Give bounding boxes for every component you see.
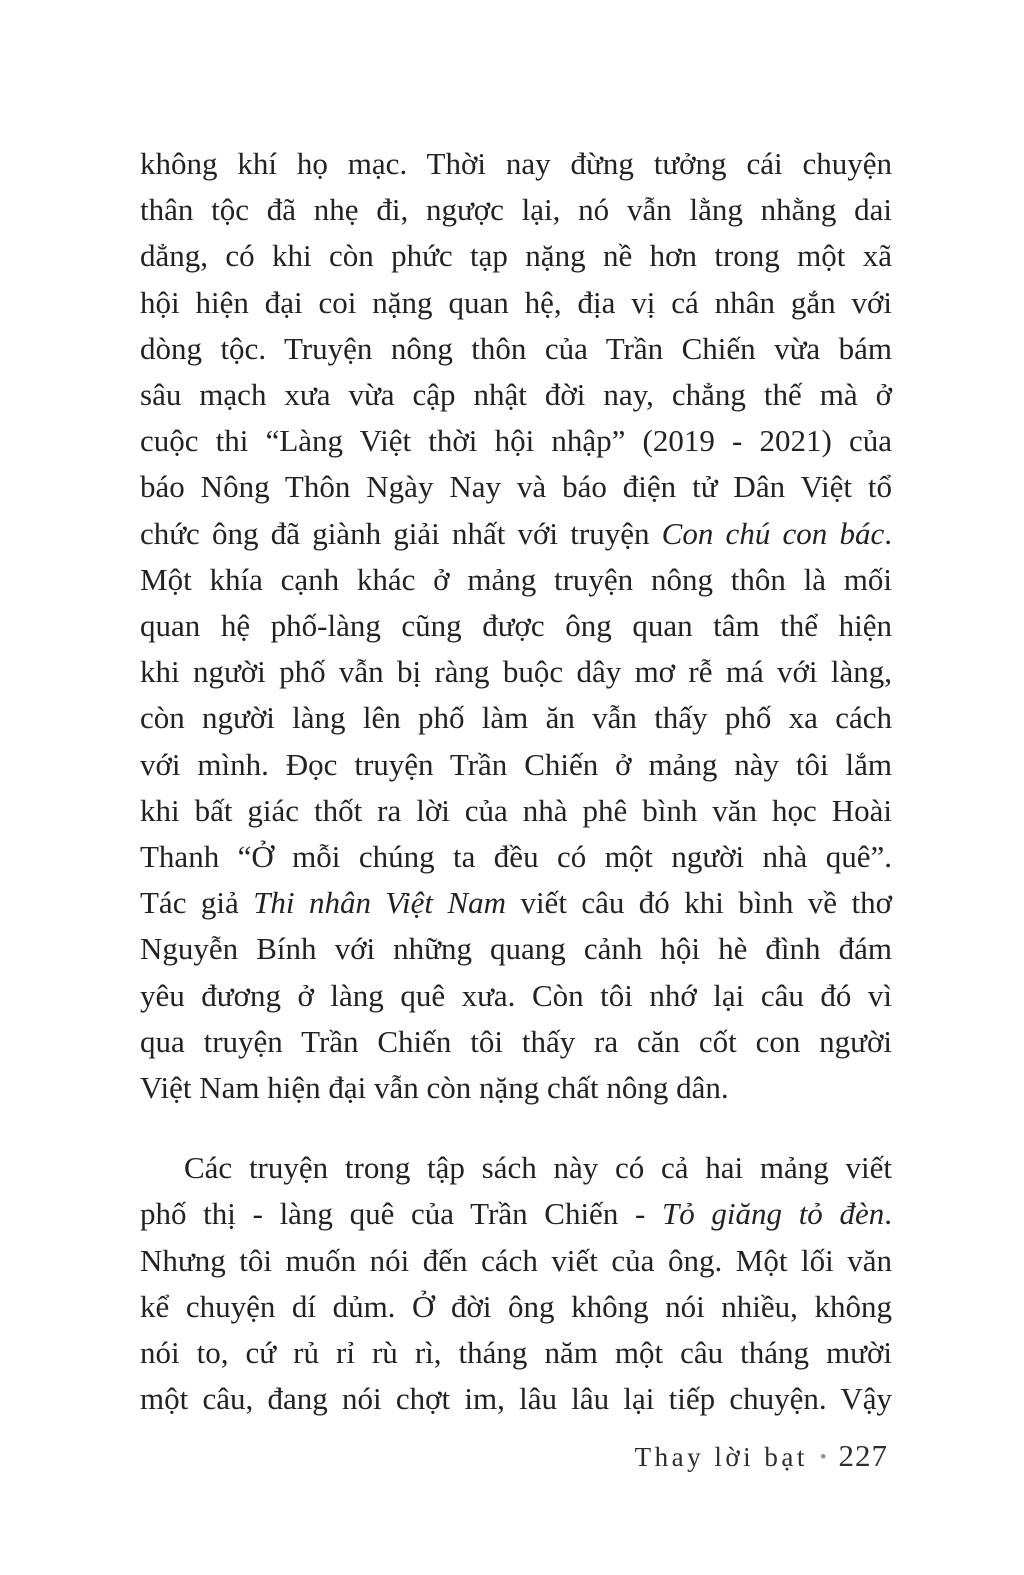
text-segment: yêu đương ở làng quê xưa. Còn tôi nhớ lại câu đó vì: [140, 977, 892, 1013]
text-line: [140, 973, 892, 1019]
text-segment: khi người phố vẫn bị ràng buộc dây mơ rễ má với làng,: [140, 654, 892, 690]
paragraph-2: [140, 1145, 892, 1422]
text-segment: nói to, cứ rủ rỉ rù rì, tháng năm một câu tháng mười: [140, 1335, 892, 1371]
text-line: [140, 1238, 892, 1284]
text-line: [140, 1376, 892, 1422]
text-segment: Các truyện trong tập sách này có cả hai mảng viết: [184, 1150, 892, 1186]
text-segment: cuộc thi “Làng Việt thời hội nhập” (2019 - 2021) của: [140, 423, 892, 459]
text-line: [140, 372, 892, 418]
text-segment: .: [884, 1196, 892, 1232]
text-line: [140, 926, 892, 972]
text-segment: Một khía cạnh khác ở mảng truyện nông thôn là mối: [140, 561, 892, 597]
text-segment: phố thị - làng quê của Trần Chiến -: [140, 1196, 662, 1232]
text-segment: dòng tộc. Truyện nông thôn của Trần Chiến vừa bám: [140, 330, 892, 366]
footer-section-title: Thay lời bạt: [634, 1442, 808, 1472]
text-segment: qua truyện Trần Chiến tôi thấy ra căn cốt con người: [140, 1023, 892, 1059]
text-line: [140, 1065, 892, 1111]
text-line: [140, 695, 892, 741]
text-segment: viết câu đó khi bình về thơ: [506, 885, 892, 921]
text-line: [140, 557, 892, 603]
text-line: [140, 418, 892, 464]
text-line: [140, 187, 892, 233]
text-segment: Nguyễn Bính với những quang cảnh hội hè đình đám: [140, 931, 892, 967]
text-segment: một câu, đang nói chợt im, lâu lâu lại tiếp chuyện. Vậy: [140, 1381, 892, 1417]
text-segment: Tác giả: [140, 885, 254, 921]
text-segment: .: [884, 515, 892, 551]
text-segment: chức ông đã giành giải nhất với truyện: [140, 515, 662, 551]
page-footer: [140, 1438, 888, 1474]
text-line: [140, 788, 892, 834]
text-segment: hội hiện đại coi nặng quan hệ, địa vị cá nhân gắn với: [140, 284, 892, 320]
text-segment: với mình. Đọc truyện Trần Chiến ở mảng này tôi lắm: [140, 746, 892, 782]
text-line: [140, 1191, 892, 1237]
text-segment: Nhưng tôi muốn nói đến cách viết của ông. Một lối văn: [140, 1242, 892, 1278]
text-line: [140, 880, 892, 926]
book-title-italic: Tỏ giăng tỏ đèn: [662, 1196, 885, 1232]
text-line: [140, 141, 892, 187]
text-segment: dẳng, có khi còn phức tạp nặng nề hơn trong một xã: [140, 238, 892, 274]
text-line: [140, 280, 892, 326]
text-segment: báo Nông Thôn Ngày Nay và báo điện tử Dân Việt tổ: [140, 469, 892, 505]
text-line: [140, 1330, 892, 1376]
text-segment: sâu mạch xưa vừa cập nhật đời nay, chẳng thế mà ở: [140, 377, 892, 413]
text-line: [140, 1019, 892, 1065]
book-title-italic: Con chú con bác: [661, 515, 885, 551]
text-segment: Việt Nam hiện đại vẫn còn nặng chất nông dân.: [140, 1070, 729, 1106]
text-line: [140, 834, 892, 880]
paragraph-1: [140, 141, 892, 1111]
text-line: [140, 464, 892, 510]
text-line: [140, 511, 892, 557]
text-segment: thân tộc đã nhẹ đi, ngược lại, nó vẫn lằng nhằng dai: [140, 192, 892, 228]
text-segment: còn người làng lên phố làm ăn vẫn thấy phố xa cách: [140, 700, 892, 736]
text-line: [140, 603, 892, 649]
text-line: [140, 649, 892, 695]
body-text: [140, 141, 892, 1422]
text-segment: kể chuyện dí dủm. Ở đời ông không nói nhiều, không: [140, 1288, 892, 1324]
footer-separator-dot: •: [819, 1447, 827, 1468]
text-segment: khi bất giác thốt ra lời của nhà phê bình văn học Hoài: [140, 792, 892, 828]
text-line: [140, 233, 892, 279]
text-line: [140, 326, 892, 372]
page-number: 227: [838, 1438, 888, 1473]
text-line: [140, 1145, 892, 1191]
text-segment: Thanh “Ở mỗi chúng ta đều có một người nhà quê”.: [140, 839, 892, 875]
text-line: [140, 1284, 892, 1330]
text-line: [140, 742, 892, 788]
book-title-italic: Thi nhân Việt Nam: [253, 885, 507, 921]
text-segment: không khí họ mạc. Thời nay đừng tưởng cái chuyện: [140, 146, 892, 181]
text-segment: quan hệ phố-làng cũng được ông quan tâm thể hiện: [140, 608, 892, 644]
